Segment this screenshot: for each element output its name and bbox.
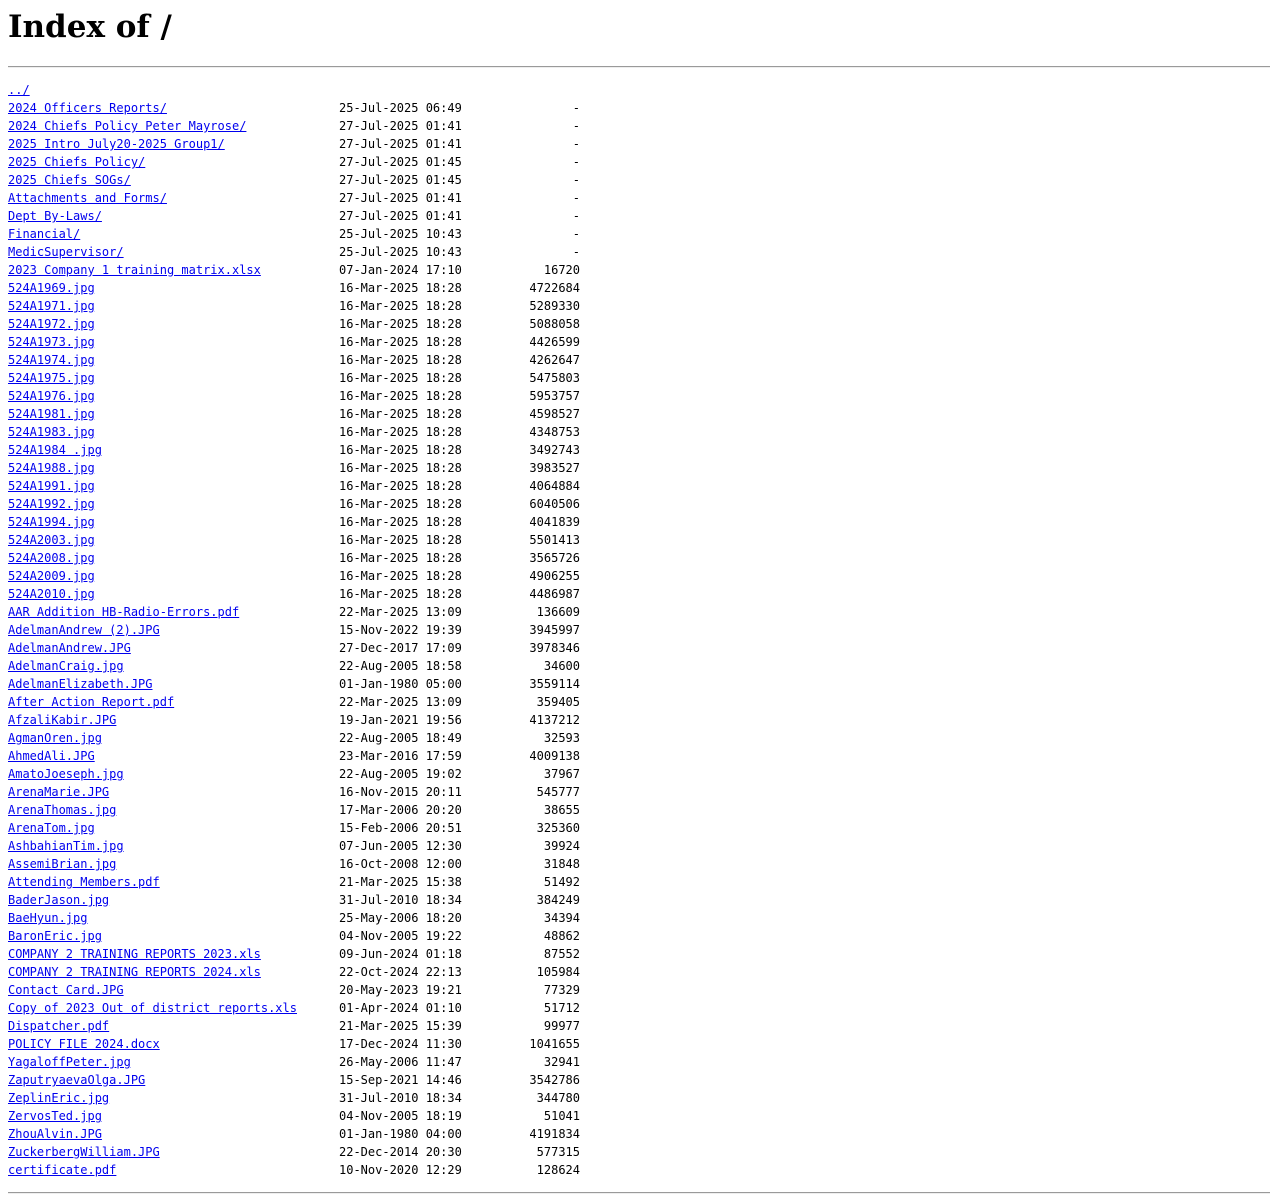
file-link[interactable]: BaronEric.jpg [8,929,102,943]
file-link[interactable]: Dispatcher.pdf [8,1019,110,1033]
file-size: - [572,119,580,133]
file-link[interactable]: 524A1988.jpg [8,461,95,475]
top-divider [8,66,1270,68]
file-link[interactable]: 524A1983.jpg [8,425,95,439]
file-link[interactable]: 524A1984 .jpg [8,443,102,457]
file-size: 128624 [536,1163,580,1177]
file-link[interactable]: 524A1994.jpg [8,515,95,529]
file-size: 5289330 [529,299,580,313]
file-size: 577315 [536,1145,580,1159]
file-link[interactable]: 524A1992.jpg [8,497,95,511]
modified-date: 22-Aug-2005 18:49 [339,731,462,745]
modified-date: 16-Mar-2025 18:28 [339,371,462,385]
modified-date: 07-Jun-2005 12:30 [339,839,462,853]
modified-date: 16-Mar-2025 18:28 [339,461,462,475]
modified-date: 04-Nov-2005 18:19 [339,1109,462,1123]
modified-date: 20-May-2023 19:21 [339,983,462,997]
modified-date: 16-Mar-2025 18:28 [339,317,462,331]
file-link[interactable]: AgmanOren.jpg [8,731,102,745]
modified-date: 16-Mar-2025 18:28 [339,587,462,601]
modified-date: 27-Jul-2025 01:41 [339,137,462,151]
file-link[interactable]: Copy of 2023 Out of district reports.xls [8,1001,297,1015]
file-link[interactable]: YagaloffPeter.jpg [8,1055,131,1069]
file-link[interactable]: ZaputryaevaOlga.JPG [8,1073,146,1087]
modified-date: 09-Jun-2024 01:18 [339,947,462,961]
modified-date: 15-Feb-2006 20:51 [339,821,462,835]
file-size: 5953757 [529,389,580,403]
file-size: - [572,173,580,187]
modified-date: 16-Mar-2025 18:28 [339,353,462,367]
file-size: - [572,137,580,151]
file-size: - [572,101,580,115]
modified-date: 16-Mar-2025 18:28 [339,425,462,439]
file-size: 5088058 [529,317,580,331]
file-size: 51712 [543,1001,580,1015]
file-size: 4041839 [529,515,580,529]
file-size: 6040506 [529,497,580,511]
modified-date: 16-Oct-2008 12:00 [339,857,462,871]
file-size: 105984 [536,965,580,979]
file-link[interactable]: AdelmanCraig.jpg [8,659,124,673]
modified-date: 16-Mar-2025 18:28 [339,515,462,529]
file-size: 16720 [543,263,580,277]
modified-date: 27-Jul-2025 01:41 [339,119,462,133]
modified-date: 22-Dec-2014 20:30 [339,1145,462,1159]
file-size: 87552 [543,947,580,961]
file-link[interactable]: ZervosTed.jpg [8,1109,102,1123]
modified-date: 16-Mar-2025 18:28 [339,389,462,403]
modified-date: 27-Dec-2017 17:09 [339,641,462,655]
file-size: 5475803 [529,371,580,385]
modified-date: 31-Jul-2010 18:34 [339,1091,462,1105]
modified-date: 16-Mar-2025 18:28 [339,299,462,313]
file-link[interactable]: 524A1973.jpg [8,335,95,349]
file-link[interactable]: 524A1969.jpg [8,281,95,295]
file-link[interactable]: AmatoJoeseph.jpg [8,767,124,781]
file-size: 344780 [536,1091,580,1105]
modified-date: 27-Jul-2025 01:41 [339,209,462,223]
file-size: 4262647 [529,353,580,367]
directory-link[interactable]: 2025 Chiefs SOGs/ [8,173,131,187]
page-title: Index of / [8,9,172,45]
modified-date: 17-Mar-2006 20:20 [339,803,462,817]
file-link[interactable]: Contact Card.JPG [8,983,124,997]
file-link[interactable]: 524A2010.jpg [8,587,95,601]
directory-link[interactable]: 2024 Chiefs Policy Peter Mayrose/ [8,119,247,133]
modified-date: 16-Mar-2025 18:28 [339,569,462,583]
file-size: 4137212 [529,713,580,727]
file-link[interactable]: AfzaliKabir.JPG [8,713,117,727]
file-link[interactable]: ArenaThomas.jpg [8,803,117,817]
file-size: 3565726 [529,551,580,565]
file-size: 31848 [543,857,580,871]
modified-date: 25-Jul-2025 06:49 [339,101,462,115]
file-size: 39924 [543,839,580,853]
file-size: 37967 [543,767,580,781]
file-size: 99977 [543,1019,580,1033]
modified-date: 23-Mar-2016 17:59 [339,749,462,763]
modified-date: 01-Jan-1980 05:00 [339,677,462,691]
file-size: 136609 [536,605,580,619]
modified-date: 04-Nov-2005 19:22 [339,929,462,943]
modified-date: 25-Jul-2025 10:43 [339,245,462,259]
file-link[interactable]: AssemiBrian.jpg [8,857,117,871]
file-size: 3559114 [529,677,580,691]
file-size: 4486987 [529,587,580,601]
modified-date: 16-Mar-2025 18:28 [339,479,462,493]
modified-date: 16-Mar-2025 18:28 [339,281,462,295]
modified-date: 22-Aug-2005 18:58 [339,659,462,673]
file-link[interactable]: 524A2003.jpg [8,533,95,547]
file-size: - [572,245,580,259]
modified-date: 15-Sep-2021 14:46 [339,1073,462,1087]
modified-date: 22-Oct-2024 22:13 [339,965,462,979]
file-link[interactable]: BaeHyun.jpg [8,911,88,925]
file-size: 4598527 [529,407,580,421]
file-link[interactable]: AdelmanElizabeth.JPG [8,677,153,691]
modified-date: 16-Mar-2025 18:28 [339,443,462,457]
file-size: 4348753 [529,425,580,439]
directory-link[interactable]: 2025 Intro July20-2025 Group1/ [8,137,225,151]
file-link[interactable]: AdelmanAndrew (2).JPG [8,623,160,637]
modified-date: 26-May-2006 11:47 [339,1055,462,1069]
file-size: 325360 [536,821,580,835]
file-size: 359405 [536,695,580,709]
directory-link[interactable]: MedicSupervisor/ [8,245,124,259]
modified-date: 19-Jan-2021 19:56 [339,713,462,727]
parent-directory-link[interactable]: ../ [8,83,30,97]
modified-date: 22-Aug-2005 19:02 [339,767,462,781]
modified-date: 16-Mar-2025 18:28 [339,335,462,349]
modified-date: 25-Jul-2025 10:43 [339,227,462,241]
file-link[interactable]: AhmedAli.JPG [8,749,95,763]
file-link[interactable]: 524A1972.jpg [8,317,95,331]
modified-date: 27-Jul-2025 01:45 [339,173,462,187]
modified-date: 16-Mar-2025 18:28 [339,533,462,547]
file-link[interactable]: 524A1974.jpg [8,353,95,367]
modified-date: 16-Mar-2025 18:28 [339,407,462,421]
file-link[interactable]: 524A1971.jpg [8,299,95,313]
file-link[interactable]: 524A1991.jpg [8,479,95,493]
directory-link[interactable]: 2024 Officers Reports/ [8,101,167,115]
modified-date: 22-Mar-2025 13:09 [339,695,462,709]
file-link[interactable]: AdelmanAndrew.JPG [8,641,131,655]
file-size: 38655 [543,803,580,817]
file-link[interactable]: ZeplinEric.jpg [8,1091,110,1105]
modified-date: 27-Jul-2025 01:41 [339,191,462,205]
file-size: 384249 [536,893,580,907]
modified-date: 25-May-2006 18:20 [339,911,462,925]
modified-date: 21-Mar-2025 15:38 [339,875,462,889]
file-size: - [572,155,580,169]
file-link[interactable]: 524A2008.jpg [8,551,95,565]
file-size: 51041 [543,1109,580,1123]
modified-date: 16-Mar-2025 18:28 [339,551,462,565]
modified-date: 27-Jul-2025 01:45 [339,155,462,169]
directory-link[interactable]: 2025 Chiefs Policy/ [8,155,146,169]
file-link[interactable]: 524A1975.jpg [8,371,95,385]
modified-date: 16-Mar-2025 18:28 [339,497,462,511]
file-size: 3945997 [529,623,580,637]
file-link[interactable]: AAR Addition HB-Radio-Errors.pdf [8,605,240,619]
file-link[interactable]: 524A1981.jpg [8,407,95,421]
file-link[interactable]: 524A2009.jpg [8,569,95,583]
file-size: 48862 [543,929,580,943]
file-link[interactable]: ArenaMarie.JPG [8,785,110,799]
file-size: 4191834 [529,1127,580,1141]
file-link[interactable]: POLICY FILE 2024.docx [8,1037,160,1051]
file-size: 34394 [543,911,580,925]
file-link[interactable]: ZuckerbergWilliam.JPG [8,1145,160,1159]
file-link[interactable]: ArenaTom.jpg [8,821,95,835]
modified-date: 01-Jan-1980 04:00 [339,1127,462,1141]
modified-date: 17-Dec-2024 11:30 [339,1037,462,1051]
file-link[interactable]: BaderJason.jpg [8,893,110,907]
file-link[interactable]: Attending Members.pdf [8,875,160,889]
file-link[interactable]: 2023 Company 1 training matrix.xlsx [8,263,261,277]
modified-date: 10-Nov-2020 12:29 [339,1163,462,1177]
modified-date: 07-Jan-2024 17:10 [339,263,462,277]
file-size: 4009138 [529,749,580,763]
directory-link[interactable]: Attachments and Forms/ [8,191,167,205]
file-size: 4426599 [529,335,580,349]
file-size: 1041655 [529,1037,580,1051]
modified-date: 16-Nov-2015 20:11 [339,785,462,799]
file-size: 4722684 [529,281,580,295]
file-size: 51492 [543,875,580,889]
file-link[interactable]: COMPANY 2 TRAINING REPORTS 2024.xls [8,965,261,979]
bottom-divider [8,1192,1270,1194]
file-size: 3542786 [529,1073,580,1087]
file-size: 4064884 [529,479,580,493]
file-size: 3978346 [529,641,580,655]
file-size: - [572,209,580,223]
file-link[interactable]: ZhouAlvin.JPG [8,1127,102,1141]
modified-date: 15-Nov-2022 19:39 [339,623,462,637]
file-size: 545777 [536,785,580,799]
modified-date: 01-Apr-2024 01:10 [339,1001,462,1015]
file-size: 4906255 [529,569,580,583]
file-size: - [572,227,580,241]
modified-date: 31-Jul-2010 18:34 [339,893,462,907]
file-size: 77329 [543,983,580,997]
file-size: 3983527 [529,461,580,475]
file-size: - [572,191,580,205]
file-link[interactable]: After Action Report.pdf [8,695,175,709]
modified-date: 22-Mar-2025 13:09 [339,605,462,619]
file-size: 32941 [543,1055,580,1069]
directory-link[interactable]: Financial/ [8,227,81,241]
file-link[interactable]: 524A1976.jpg [8,389,95,403]
file-size: 3492743 [529,443,580,457]
file-link[interactable]: certificate.pdf [8,1163,117,1177]
file-link[interactable]: COMPANY 2 TRAINING REPORTS 2023.xls [8,947,261,961]
file-size: 34600 [543,659,580,673]
file-size: 5501413 [529,533,580,547]
directory-link[interactable]: Dept By-Laws/ [8,209,102,223]
file-link[interactable]: AshbahianTim.jpg [8,839,124,853]
modified-date: 21-Mar-2025 15:39 [339,1019,462,1033]
file-size: 32593 [543,731,580,745]
